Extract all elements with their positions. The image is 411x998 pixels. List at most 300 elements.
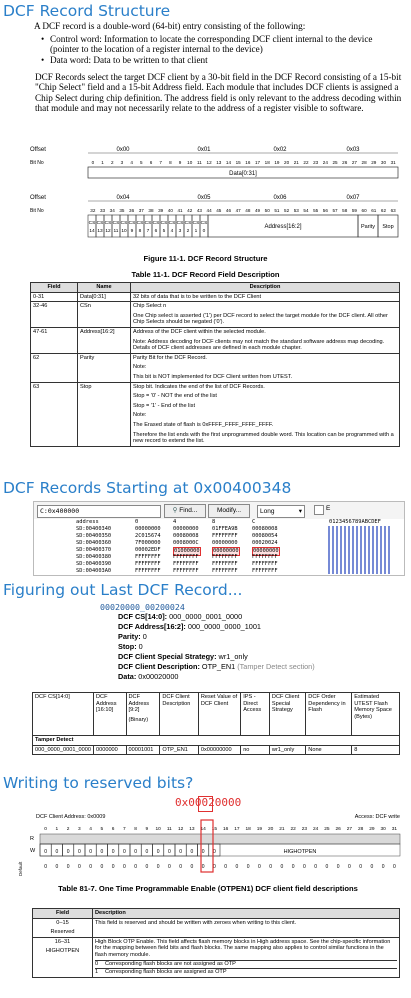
- field-name: HIGHOTPEN: [45, 948, 80, 955]
- cs-cell-index: 11: [113, 229, 119, 234]
- bit-number: 25: [332, 160, 338, 165]
- header-text: DCF Address [16:10]: [96, 694, 117, 714]
- register-bit-number: 28: [357, 827, 364, 832]
- section-title-last-dcf-record: Figuring out Last DCF Record...: [3, 581, 243, 599]
- decode-line: [118, 612, 315, 622]
- cs-cell-index: 7: [146, 229, 150, 234]
- register-bit-number: 2: [66, 827, 70, 832]
- bit-number: 45: [216, 208, 222, 213]
- cs-cell-label: CS: [152, 221, 160, 226]
- col-field: Field: [31, 283, 78, 293]
- bit-number: 50: [264, 208, 270, 213]
- header-cell: [306, 693, 352, 736]
- cs-cell-index: 10: [121, 229, 127, 234]
- memory-word: 00020024: [252, 540, 278, 546]
- field-cell: 47-61: [31, 327, 78, 353]
- header-cell: [198, 693, 240, 736]
- default-label: Default: [18, 861, 23, 876]
- table1-caption: Table 11-1. DCF Record Field Description: [131, 270, 280, 279]
- cs-cell-index: 12: [105, 229, 111, 234]
- cs-cell-index: 5: [162, 229, 166, 234]
- field-cell: 63: [31, 382, 78, 446]
- register-reset-bit: 0: [280, 864, 284, 870]
- description-text: This field is reserved and should be written with zeroes when writing to this client.: [95, 919, 297, 926]
- register-reset-bit: 0: [224, 864, 228, 870]
- e-checkbox[interactable]: [314, 505, 324, 515]
- register-w-zero: 0: [44, 849, 48, 855]
- register-reset-bit: 0: [269, 864, 273, 870]
- memory-word: FFFFFFFF: [212, 533, 238, 539]
- decode-value: 000_0000_0000_1001: [185, 622, 261, 631]
- offset-0x02: 0x02: [273, 147, 287, 153]
- register-w-zero: 0: [156, 849, 160, 855]
- bit-number: 38: [148, 208, 154, 213]
- header-cell: [126, 693, 160, 736]
- offset-0x04: 0x04: [116, 195, 130, 201]
- decode-line: [118, 642, 315, 652]
- field-name: Reserved: [50, 929, 75, 936]
- bit-number: 55: [313, 208, 319, 213]
- memory-word: 7F000000: [135, 540, 161, 546]
- bit-number: 1: [101, 160, 104, 165]
- bit-number: 21: [293, 160, 299, 165]
- bit-number: 26: [342, 160, 348, 165]
- header-text: IPS - Direct Access: [243, 694, 262, 714]
- memory-word: FFFFFFFF: [135, 561, 161, 567]
- register-bit-number: 20: [267, 827, 274, 832]
- offset-0x00: 0x00: [116, 147, 130, 153]
- bit-number: 63: [390, 208, 396, 213]
- description-cell: [131, 382, 400, 446]
- col-name: Name: [78, 283, 131, 293]
- field-cell: 0-31: [31, 292, 78, 302]
- section-title-dcf-record-structure: DCF Record Structure: [3, 2, 171, 20]
- register-bit-number: 6: [111, 827, 115, 832]
- register-bit-number: 5: [100, 827, 104, 832]
- offset-label-2: Offset: [30, 195, 46, 201]
- header-text: DCF Order Dependency in Flash: [308, 694, 346, 714]
- bit-number: 27: [351, 160, 357, 165]
- record-value: 00020000_00200024: [100, 602, 185, 612]
- data-cell: 00001001: [126, 745, 160, 755]
- find-label: Find...: [179, 507, 198, 514]
- col-8-header: 8: [212, 519, 216, 525]
- bit-number: 0: [91, 160, 95, 165]
- cs-cell-label: CS: [184, 221, 192, 226]
- header-cell: [352, 693, 400, 736]
- client-address-label: DCF Client Address: 0x0009: [36, 814, 106, 820]
- description-line: The Erased state of flash is 0xFFFF_FFFF_FFFF_FFFF.: [133, 421, 274, 428]
- register-reset-bit: 0: [145, 864, 149, 870]
- bit-number: 59: [351, 208, 357, 213]
- register-w-zero: 0: [77, 849, 81, 855]
- memory-word: 00000000: [253, 548, 279, 554]
- col-c-header: C: [252, 519, 256, 525]
- description-line: Stop bit. Indicates the end of the list of DCF Records.: [133, 383, 265, 390]
- data-cell: wr1_only: [269, 745, 305, 755]
- description-line: Chip Select n: [133, 303, 167, 310]
- register-reset-bit: 0: [381, 864, 385, 870]
- register-bit-number: 17: [234, 827, 240, 832]
- memory-address: SD:004003A0: [76, 568, 112, 574]
- description-line: Address of the DCF client within the selected module.: [133, 328, 266, 335]
- cs-cell-label: CS: [112, 221, 120, 226]
- register-reset-bit: 0: [111, 864, 115, 870]
- bit-number: 12: [206, 160, 212, 165]
- cs-cell-label: CS: [160, 221, 168, 226]
- offset-0x03: 0x03: [346, 147, 360, 153]
- memory-word: 00000000: [173, 526, 199, 532]
- memory-word: 00080054: [252, 533, 278, 539]
- bullet-control-word: [41, 34, 400, 55]
- data-cell: 000_0000_0001_0000: [33, 745, 94, 755]
- bit-number: 14: [225, 160, 232, 165]
- name-cell: Data[0:31]: [78, 292, 131, 302]
- field-cell: [33, 937, 93, 977]
- register-bit-number: 23: [301, 827, 308, 832]
- decode-line: [118, 622, 315, 632]
- data-cell: OTP_EN1: [160, 745, 198, 755]
- bit-number: 16: [245, 160, 251, 165]
- memory-word: FFFFFFFF: [173, 568, 199, 574]
- memory-word: 00000000: [135, 526, 161, 532]
- bit-number: 19: [274, 160, 280, 165]
- register-bit-number: 22: [290, 827, 296, 832]
- bullet-dot-icon: •: [41, 34, 45, 44]
- register-w-zero: 0: [212, 849, 216, 855]
- option-text: Corresponding flash blocks are not assigned as OTP: [105, 960, 236, 967]
- access-label: Access: DCF write: [354, 814, 400, 820]
- header-cell: [160, 693, 198, 736]
- bit-number: 46: [225, 208, 232, 213]
- register-bit-number: 13: [189, 827, 195, 832]
- memory-address: SD:00400340: [76, 526, 112, 532]
- register-bit-number: 16: [222, 827, 229, 832]
- cs-cell-label: CS: [104, 221, 112, 226]
- header-cell: [33, 693, 94, 736]
- bit-number: 41: [177, 208, 183, 213]
- decode-key: DCF Client Description:: [118, 662, 200, 671]
- bit-number: 49: [254, 208, 261, 213]
- register-reset-bit: 0: [66, 864, 70, 870]
- register-bit-number: 0: [44, 827, 47, 832]
- header-text: DCF CS[14:0]: [35, 694, 70, 700]
- register-reset-bit: 0: [336, 864, 340, 870]
- memory-window: [33, 501, 405, 576]
- option-text: Corresponding flash blocks are assigned as OTP: [105, 969, 227, 976]
- cs-cell-label: CS: [176, 221, 184, 226]
- name-cell: Parity: [78, 353, 131, 382]
- memory-word: FFFFFFFF: [212, 568, 238, 574]
- register-reset-bit: 0: [359, 864, 363, 870]
- register-reset-bit: 0: [314, 864, 318, 870]
- register-bit-number: 3: [78, 827, 81, 832]
- bit-number: 5: [140, 160, 143, 165]
- register-w-zero: 0: [66, 849, 70, 855]
- offset-0x05: 0x05: [197, 195, 211, 201]
- binary-note: (Binary): [128, 716, 149, 723]
- bit-number: 40: [167, 208, 173, 213]
- memory-word: FFFFFFFF: [252, 568, 278, 574]
- register-reset-bit: 0: [190, 864, 194, 870]
- decode-key: DCF CS[14:0]:: [118, 612, 168, 621]
- decode-value: 0: [140, 632, 147, 641]
- bit-number: 8: [169, 160, 172, 165]
- decode-key: DCF Address[16:2]:: [118, 622, 186, 631]
- register-bit-number: 26: [335, 827, 341, 832]
- format-select[interactable]: [257, 505, 305, 518]
- bit-number: 9: [178, 160, 182, 165]
- description-text: High Block OTP Enable. This field affects flash memory blocks in High address space. See the chip-specific information for the mapping between field bits and flash blocks. The same mapping also applies to control similar functions in the flash memory module.: [95, 938, 391, 958]
- memory-word: 00080008: [252, 526, 278, 532]
- register-w-zero: 0: [179, 849, 183, 855]
- memory-word: FFFFFFFF: [173, 554, 199, 560]
- bit-number: 36: [129, 208, 135, 213]
- register-reset-bit: 0: [302, 864, 306, 870]
- option-row: [95, 968, 397, 976]
- cs-cell-index: 13: [97, 229, 103, 234]
- table-row: [31, 382, 400, 446]
- parity-field-label: Parity: [360, 224, 376, 230]
- otp-value-hex: 0x00020000: [175, 796, 242, 809]
- field-bits: 0–15: [56, 919, 69, 926]
- find-button[interactable]: [164, 504, 206, 518]
- register-bit-number: 19: [256, 827, 263, 832]
- register-bit-number: 10: [155, 827, 161, 832]
- cs-cell-label: CS: [88, 221, 96, 226]
- option-value: 1: [95, 969, 99, 976]
- description-line: 32 bits of data that is to be written to the DCF Client: [133, 293, 262, 300]
- cs-cell-label: CS: [168, 221, 176, 226]
- bit-number: 43: [196, 208, 202, 213]
- register-bit-number: 29: [369, 827, 375, 832]
- otpen1-field-table: [32, 908, 400, 978]
- memory-word: FFFFFFFF: [252, 554, 278, 560]
- register-reset-bit: 0: [89, 864, 93, 870]
- bit-number: 23: [313, 160, 319, 165]
- register-bit-number: 1: [55, 827, 59, 832]
- offset-0x01: 0x01: [197, 147, 211, 153]
- memory-word: 01000000: [174, 548, 200, 554]
- offset-0x06: 0x06: [273, 195, 287, 201]
- modify-button[interactable]: Modify...: [208, 504, 250, 518]
- bottom-bit-numbers: [90, 208, 396, 213]
- header-text: Estimated UTEST Flash Memory Space (Bytes): [354, 694, 392, 720]
- memory-word: FFFFFFFF: [252, 561, 278, 567]
- register-reset-bit: 0: [134, 864, 138, 870]
- col-ascii-header: 0123456789ABCDEF: [329, 519, 381, 525]
- register-reset-bit: 0: [257, 864, 261, 870]
- cs-cell-label: CS: [192, 221, 200, 226]
- memory-word: 00080008: [173, 533, 199, 539]
- bullet-text: Data word: Data to be written to that client: [50, 55, 208, 65]
- register-reset-bit: 0: [179, 864, 183, 870]
- decode-key: DCF Client Special Strategy:: [118, 652, 217, 661]
- bit-number: 31: [390, 160, 396, 165]
- register-reset-bit: 0: [201, 864, 205, 870]
- register-w-zero: 0: [201, 849, 205, 855]
- memory-dump: [34, 519, 404, 575]
- binoculars-icon: ⚲: [172, 507, 178, 514]
- top-bit-numbers: [92, 160, 397, 165]
- intro-text: A DCF record is a double-word (64-bit) entry consisting of the following:: [34, 21, 306, 31]
- bullet-dot-icon: •: [41, 55, 45, 65]
- bit-number: 51: [274, 208, 280, 213]
- register-bit-number: 30: [380, 827, 386, 832]
- cs-cell-index: 0: [202, 229, 206, 234]
- tamper-detect-section: Tamper Detect: [33, 736, 400, 746]
- memory-word: FFFFFFFF: [135, 554, 161, 560]
- bitno-label: Bit No: [30, 160, 44, 166]
- highotpen-field: HIGHOTPEN: [283, 849, 317, 855]
- bit-number: 53: [293, 208, 299, 213]
- ascii-column: [328, 526, 392, 574]
- memory-word: FFFFFFFF: [135, 568, 161, 574]
- description-line: Parity Bit for the DCF Record.: [133, 354, 207, 361]
- register-reset-bit: 0: [212, 864, 216, 870]
- format-value: Long: [260, 508, 275, 515]
- description-line: Stop = '0' - NOT the end of the list: [133, 393, 217, 400]
- description-cell: [131, 292, 400, 302]
- bit-number: 42: [187, 208, 193, 213]
- dcf-client-table: [32, 692, 400, 755]
- col-description: Description: [131, 283, 400, 293]
- field-bits: 16–31: [54, 938, 71, 945]
- register-w-zero: 0: [134, 849, 138, 855]
- decode-key: Parity:: [118, 632, 141, 641]
- col-0-header: 0: [135, 519, 139, 525]
- data-cell: no: [241, 745, 270, 755]
- header-text: DCF Address [9:2]: [128, 694, 150, 714]
- bullet-data-word: [41, 55, 400, 65]
- w-label: W: [30, 848, 36, 854]
- memory-word: 00000000: [213, 548, 239, 554]
- register-bit-number: 4: [89, 827, 92, 832]
- address-input[interactable]: C:0x400000: [37, 505, 161, 518]
- r-label: R: [30, 836, 34, 842]
- otpen1-register-figure: [0, 810, 411, 885]
- memory-word: 01FFEA9B: [212, 526, 238, 532]
- register-w-zero: 0: [111, 849, 115, 855]
- register-reset-bit: 0: [44, 864, 48, 870]
- bullet-text: Control word: Information to locate the corresponding DCF client internal to the device (pointer to the location of a register internal to the device): [50, 34, 373, 55]
- register-reset-bit: 0: [156, 864, 160, 870]
- description-line: Stop = '1' - End of the list: [133, 402, 195, 409]
- register-reset-bit: 0: [122, 864, 126, 870]
- decode-value: 0: [136, 642, 143, 651]
- bit-number: 60: [361, 208, 367, 213]
- bit-number: 58: [342, 208, 348, 213]
- register-reset-bit: 0: [291, 864, 295, 870]
- bit-number: 11: [197, 160, 202, 165]
- chevron-down-icon: ▾: [298, 508, 302, 515]
- cs-cell-index: 1: [194, 229, 198, 234]
- table3-caption: Table 81-7. One Time Programmable Enable (OTPEN1) DCF client field descriptions: [58, 884, 358, 893]
- cs-cell-index: 8: [138, 229, 142, 234]
- data-cell: None: [306, 745, 352, 755]
- cs-cell-label: CS: [96, 221, 104, 226]
- decode-value: OTP_EN1: [199, 662, 238, 671]
- register-bit-number: 24: [312, 827, 319, 832]
- register-w-zero: 0: [100, 849, 104, 855]
- bit-number: 17: [254, 160, 261, 165]
- cs-cell-label: CS: [128, 221, 136, 226]
- decode-value: wr1_only: [216, 652, 248, 661]
- cs-cell-index: 3: [178, 229, 182, 234]
- decode-key: Stop:: [118, 642, 137, 651]
- bit-number: 6: [149, 160, 153, 165]
- record-decode: [118, 612, 315, 682]
- memory-word: 2C015674: [135, 533, 161, 539]
- register-reset-bit: 0: [167, 864, 171, 870]
- bit-number: 29: [371, 160, 377, 165]
- memory-address: SD:00400360: [76, 540, 112, 546]
- bit-number: 10: [187, 160, 193, 165]
- header-text: Reset Value of DCF Client: [200, 694, 238, 707]
- header-cell: [269, 693, 305, 736]
- register-bit-number: 21: [279, 827, 285, 832]
- col-description: Description: [93, 909, 400, 919]
- cs-cell-label: CS: [120, 221, 128, 226]
- bit-number: 24: [322, 160, 328, 165]
- memory-word: 00000000: [212, 540, 238, 546]
- bit-number: 34: [109, 208, 115, 213]
- register-w-zero: 0: [122, 849, 126, 855]
- header-text: DCF Client Special Strategy: [271, 694, 300, 714]
- bit-number: 4: [130, 160, 133, 165]
- col-field: Field: [33, 909, 93, 919]
- bit-number: 62: [380, 208, 387, 213]
- offset-label: Offset: [30, 147, 46, 153]
- offset-0x07: 0x07: [346, 195, 360, 201]
- cs-cell-index: 2: [186, 229, 190, 234]
- decode-line: [118, 662, 315, 672]
- bit-number: 47: [235, 208, 241, 213]
- decode-line: [118, 632, 315, 642]
- bit-number: 39: [158, 208, 164, 213]
- field-cell: 62: [31, 353, 78, 382]
- bit-number: 15: [235, 160, 241, 165]
- field-cell: [33, 918, 93, 937]
- register-w-zero: 0: [55, 849, 59, 855]
- section-title-reserved-bits: Writing to reserved bits?: [3, 774, 194, 792]
- description-line: Note: Address decoding for DCF clients may not match the standard software address map decoding. Details of DCF client addresses are defined in each module chapter.: [133, 338, 385, 352]
- register-bit-number: 18: [245, 827, 251, 832]
- memory-address: SD:00400370: [76, 547, 112, 553]
- register-w-zero: 0: [167, 849, 171, 855]
- name-cell: Stop: [78, 382, 131, 446]
- cs-cell-label: CS: [200, 221, 208, 226]
- data-cell: 8: [352, 745, 400, 755]
- description-line: One Chip select is asserted ('1') per DCF record to select the target module for the DCF client. All other Chip Selects should be negated ('0').: [133, 312, 388, 326]
- cs-cell-index: 9: [130, 229, 134, 234]
- bit-number: 28: [361, 160, 367, 165]
- register-bit-number: 8: [134, 827, 137, 832]
- register-bit-number: 14: [200, 827, 206, 832]
- register-reset-bit: 0: [325, 864, 329, 870]
- memory-address: SD:00400390: [76, 561, 112, 567]
- table-row: [31, 327, 400, 353]
- bit-number: 20: [284, 160, 290, 165]
- description-line: Note:: [133, 364, 147, 371]
- memory-word: 0008000C: [173, 540, 199, 546]
- description-line: Therefore the list ends with the first unprogrammed double word. This location can be programmed with a new record to extend the list.: [133, 431, 394, 445]
- bit-number: 44: [206, 208, 212, 213]
- bit-number: 22: [303, 160, 309, 165]
- header-cell: [241, 693, 270, 736]
- name-cell: CSn: [78, 302, 131, 328]
- bit-number: 33: [99, 208, 106, 213]
